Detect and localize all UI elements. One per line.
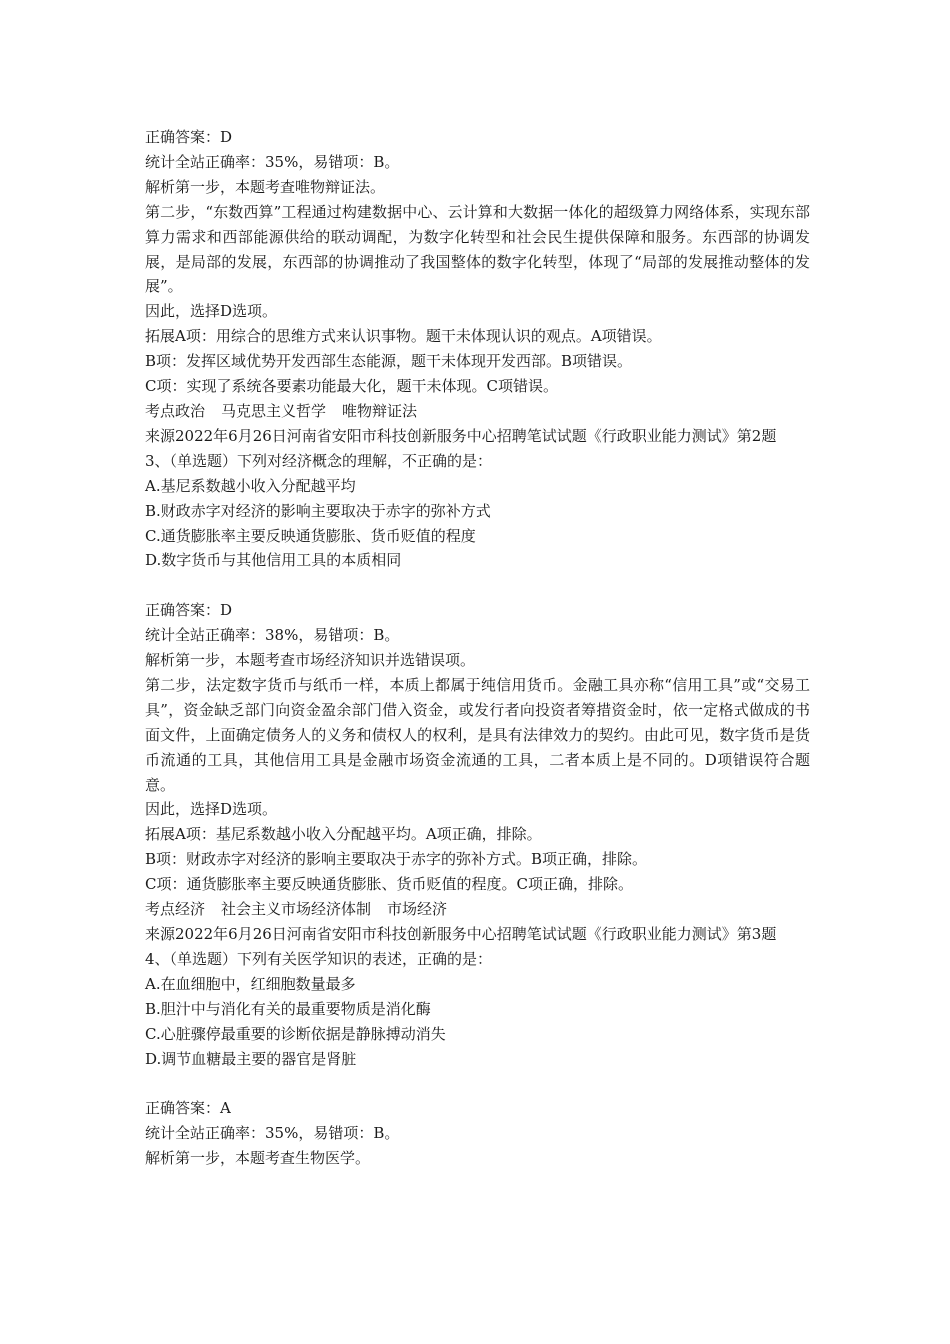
stats-line: 统计全站正确率：35%，易错项：B。	[145, 1124, 400, 1143]
knowledge-point	[145, 399, 810, 424]
analysis-step1: 解析第一步，本题考查唯物辩证法。	[145, 177, 386, 196]
conclusion-line: 因此，选择D选项。	[145, 800, 278, 819]
kp-topic-1: 社会主义市场经济体制	[221, 900, 372, 919]
analysis-step2: 第二步，“东数西算”工程通过构建数据中心、云计算和大数据一体化的超级算力网络体系，实现东部算力需求和西部能源供给的联动调配，为数字化转型和社会民生提供保障和服务。东西部的协调发展，是局部的发展，东西部的协调推动了我国整体的数字化转型，体现了“局部的发展推动整体的发展”。	[145, 202, 810, 296]
option-c: C.通货膨胀率主要反映通货膨胀、货币贬值的程度	[145, 526, 476, 545]
option-b: B.财政赤字对经济的影响主要取决于赤字的弥补方式	[145, 501, 491, 520]
stats-line: 统计全站正确率：38%，易错项：B。	[145, 626, 400, 645]
option-c: C.心脏骤停最重要的诊断依据是静脉搏动消失	[145, 1024, 446, 1043]
document-page	[145, 125, 810, 1171]
answer-line: 正确答案：D	[145, 128, 233, 146]
question-stem: 3、（单选题）下列对经济概念的理解，不正确的是：	[145, 451, 493, 470]
blank-spacer	[145, 1071, 810, 1096]
kp-topic-2: 市场经济	[387, 900, 448, 919]
stats-line: 统计全站正确率：35%，易错项：B。	[145, 152, 400, 171]
extension-b: B项：发挥区域优势开发西部生态能源，题干未体现开发西部。B项错误。	[145, 352, 633, 371]
analysis-step1: 解析第一步，本题考查生物医学。	[145, 1149, 371, 1168]
kp-topic-1: 马克思主义哲学	[221, 401, 327, 420]
extension-b: B项：财政赤字对经济的影响主要取决于赤字的弥补方式。B项正确，排除。	[145, 850, 648, 869]
kp-topic-2: 唯物辩证法	[342, 401, 418, 420]
knowledge-point	[145, 897, 810, 922]
extension-a: 拓展A项：用综合的思维方式来认识事物。题干未体现认识的观点。A项错误。	[145, 327, 662, 346]
kp-label: 考点政治	[145, 401, 206, 420]
blank-spacer	[145, 573, 810, 598]
extension-c: C项：实现了系统各要素功能最大化，题干未体现。C项错误。	[145, 377, 558, 396]
answer-line: 正确答案：D	[145, 601, 233, 620]
option-a: A.基尼系数越小收入分配越平均	[145, 476, 356, 495]
option-b: B.胆汁中与消化有关的最重要物质是消化酶	[145, 999, 431, 1018]
option-d: D.调节血糖最主要的器官是肾脏	[145, 1049, 357, 1068]
option-a: A.在血细胞中，红细胞数量最多	[145, 974, 356, 993]
answer-line: 正确答案：A	[145, 1099, 231, 1118]
analysis-step1: 解析第一步，本题考查市场经济知识并选错误项。	[145, 651, 476, 670]
source-line: 来源2022年6月26日河南省安阳市科技创新服务中心招聘笔试试题《行政职业能力测试》第2题	[145, 426, 777, 445]
conclusion-line: 因此，选择D选项。	[145, 302, 278, 321]
extension-c: C项：通货膨胀率主要反映通货膨胀、货币贬值的程度。C项正确，排除。	[145, 875, 633, 894]
question-stem: 4、（单选题）下列有关医学知识的表述，正确的是：	[145, 949, 493, 968]
extension-a: 拓展A项：基尼系数越小收入分配越平均。A项正确，排除。	[145, 825, 542, 844]
source-line: 来源2022年6月26日河南省安阳市科技创新服务中心招聘笔试试题《行政职业能力测试》第3题	[145, 924, 777, 943]
analysis-step2: 第二步，法定数字货币与纸币一样，本质上都属于纯信用货币。金融工具亦称“信用工具”或“交易工具”，资金缺乏部门向资金盈余部门借入资金，或发行者向投资者筹措资金时，依一定格式做成的书面文件，上面确定债务人的义务和债权人的权利，是具有法律效力的契约。由此可见，数字货币是货币流通的工具，其他信用工具是金融市场资金流通的工具，二者本质上是不同的。D项错误符合题意。	[145, 675, 810, 794]
option-d: D.数字货币与其他信用工具的本质相同	[145, 551, 402, 570]
kp-label: 考点经济	[145, 900, 206, 919]
